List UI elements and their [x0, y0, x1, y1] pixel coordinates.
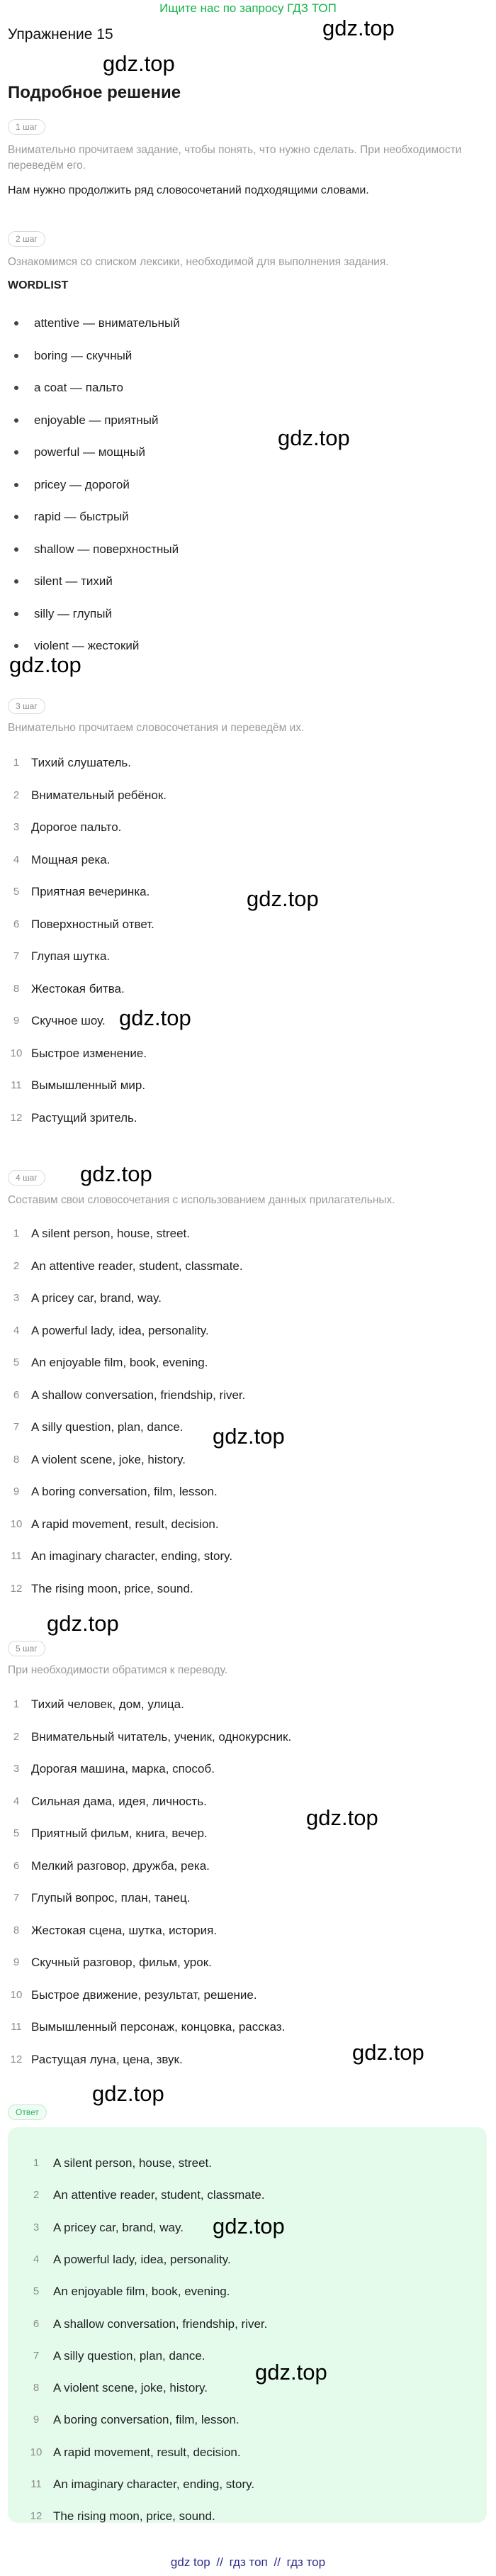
- answer-item-number: 6: [33, 2317, 40, 2330]
- english-phrase-item-number: 12: [10, 1582, 23, 1595]
- translation-item: Мелкий разговор, дружба, река.: [31, 1858, 210, 1873]
- answer-item: The rising moon, price, sound.: [53, 2509, 215, 2524]
- watermark: gdz.top: [9, 652, 81, 677]
- watermark: gdz.top: [306, 1805, 378, 1830]
- answer-item: A pricey car, brand, way.: [53, 2220, 184, 2234]
- answer-item-number: 5: [33, 2285, 40, 2298]
- phrase-item-number: 7: [13, 950, 20, 962]
- translation-item-number: 8: [13, 1924, 20, 1936]
- translation-item: Внимательный читатель, ученик, однокурсник.: [31, 1729, 292, 1744]
- answer-item: A boring conversation, film, lesson.: [53, 2413, 239, 2427]
- english-phrase-item: A violent scene, joke, history.: [31, 1452, 186, 1466]
- wordlist-item: shallow — поверхностный: [34, 542, 179, 556]
- translation-item-number: 11: [11, 2021, 22, 2033]
- wordlist-item: silent — тихий: [34, 574, 113, 588]
- bullet-dot: [14, 579, 18, 584]
- english-phrase-item-number: 2: [13, 1259, 20, 1272]
- answer-item-number: 4: [33, 2253, 40, 2265]
- step-1-task: Нам нужно продолжить ряд словосочетаний подходящими словами.: [8, 184, 369, 196]
- phrase-item: Приятная вечеринка.: [31, 885, 150, 898]
- answer-box: [8, 2127, 487, 2523]
- step-badge-5: 5 шаг: [8, 1641, 45, 1656]
- step-4-hint: Составим свои словосочетания с использованием данных прилагательных.: [8, 1194, 395, 1206]
- english-phrase-item-number: 7: [13, 1421, 20, 1433]
- translation-item: Сильная дама, идея, личность.: [31, 1794, 207, 1808]
- translation-item: Дорогая машина, марка, способ.: [31, 1762, 215, 1775]
- phrase-item-number: 5: [13, 886, 20, 898]
- english-phrase-item-number: 10: [10, 1517, 23, 1530]
- watermark: gdz.top: [213, 1424, 285, 1449]
- wordlist-item: boring — скучный: [34, 348, 133, 362]
- english-phrase-item-number: 1: [13, 1227, 20, 1239]
- wordlist-item: attentive — внимательный: [34, 316, 180, 330]
- translation-item-number: 3: [13, 1763, 20, 1775]
- step-badge-4: 4 шаг: [8, 1170, 45, 1186]
- english-phrase-item: A boring conversation, film, lesson.: [31, 1485, 218, 1498]
- translation-item-number: 6: [13, 1859, 20, 1872]
- answer-item: A violent scene, joke, history.: [53, 2381, 208, 2395]
- english-phrase-item: An attentive reader, student, classmate.: [31, 1259, 243, 1273]
- answer-item: A silly question, plan, dance.: [53, 2348, 205, 2363]
- bullet-dot: [14, 483, 18, 487]
- phrase-item-number: 3: [13, 821, 20, 833]
- footer-link-2[interactable]: гдз топ: [229, 2555, 268, 2569]
- bullet-dot: [14, 418, 18, 423]
- answer-item-number: 8: [33, 2382, 40, 2394]
- translation-item-number: 10: [10, 1988, 23, 2001]
- english-phrase-item: A silent person, house, street.: [31, 1227, 190, 1240]
- translation-item: Тихий человек, дом, улица.: [31, 1697, 184, 1711]
- english-phrase-item: A powerful lady, idea, personality.: [31, 1323, 209, 1337]
- english-phrase-item-number: 8: [13, 1453, 20, 1466]
- english-phrase-item: A shallow conversation, friendship, river.: [31, 1388, 246, 1402]
- page-subtitle: Подробное решение: [8, 83, 181, 102]
- wordlist-item: violent — жестокий: [34, 639, 140, 652]
- step-badge-2: 2 шаг: [8, 231, 45, 247]
- wordlist-item: pricey — дорогой: [34, 477, 130, 491]
- phrase-item: Внимательный ребёнок.: [31, 788, 167, 802]
- english-phrase-item-number: 11: [11, 1550, 22, 1562]
- phrase-item: Дорогое пальто.: [31, 820, 122, 834]
- english-phrase-item-number: 6: [13, 1388, 20, 1401]
- translation-item: Глупый вопрос, план, танец.: [31, 1891, 191, 1905]
- footer-links: [0, 2554, 496, 2571]
- english-phrase-item: A rapid movement, result, decision.: [31, 1517, 219, 1531]
- english-phrase-item: The rising moon, price, sound.: [31, 1581, 193, 1595]
- english-phrase-item-number: 4: [13, 1324, 20, 1337]
- step-badge-1: 1 шаг: [8, 119, 45, 135]
- watermark: gdz.top: [103, 51, 175, 76]
- phrase-item: Мощная река.: [31, 852, 111, 866]
- wordlist-item: enjoyable — приятный: [34, 413, 159, 427]
- bullet-dot: [14, 612, 18, 616]
- bullet-dot: [14, 547, 18, 552]
- translation-item: Вымышленный персонаж, концовка, рассказ.: [31, 2020, 286, 2034]
- phrase-item: Растущий зритель.: [31, 1110, 137, 1125]
- answer-badge: Ответ: [8, 2104, 47, 2120]
- bullet-dot: [14, 354, 18, 358]
- answer-item: A rapid movement, result, decision.: [53, 2445, 241, 2459]
- english-phrase-item-number: 5: [13, 1356, 20, 1368]
- watermark: gdz.top: [213, 2214, 285, 2238]
- step-3-hint: Внимательно прочитаем словосочетания и переведём их.: [8, 722, 305, 734]
- english-phrase-item: A pricey car, brand, way.: [31, 1291, 162, 1305]
- bullet-dot: [14, 644, 18, 648]
- wordlist-item: powerful — мощный: [34, 445, 145, 459]
- answer-item: A shallow conversation, friendship, river.: [53, 2316, 268, 2331]
- translation-item: Жестокая сцена, шутка, история.: [31, 1923, 218, 1937]
- bullet-dot: [14, 386, 18, 390]
- translation-item-number: 2: [13, 1730, 20, 1743]
- translation-item: Скучный разговор, фильм, урок.: [31, 1956, 212, 1969]
- phrase-item-number: 10: [10, 1047, 23, 1059]
- wordlist-item: a coat — пальто: [34, 381, 123, 394]
- answer-item-number: 3: [33, 2221, 40, 2234]
- phrase-item: Скучное шоу.: [31, 1014, 106, 1027]
- watermark: gdz.top: [352, 2040, 424, 2065]
- phrase-item: Жестокая битва.: [31, 981, 125, 996]
- phrase-item-number: 9: [13, 1015, 20, 1027]
- answer-item-number: 11: [30, 2478, 42, 2490]
- phrase-item-number: 4: [13, 853, 20, 866]
- answer-item-number: 2: [33, 2189, 40, 2202]
- translation-item-number: 1: [13, 1698, 20, 1710]
- watermark: gdz.top: [80, 1161, 152, 1186]
- answer-item: A powerful lady, idea, personality.: [53, 2252, 231, 2266]
- phrase-item: Поверхностный ответ.: [31, 917, 154, 931]
- answer-item-number: 1: [33, 2157, 40, 2169]
- watermark: gdz.top: [247, 886, 319, 911]
- phrase-item-number: 1: [13, 757, 20, 769]
- translation-item: Быстрое движение, результат, решение.: [31, 1987, 257, 2002]
- phrase-item: Глупая шутка.: [31, 949, 111, 963]
- phrase-item-number: 2: [13, 788, 20, 801]
- watermark: gdz.top: [255, 2360, 327, 2385]
- step-5-hint: При необходимости обратимся к переводу.: [8, 1664, 228, 1676]
- translation-item: Растущая луна, цена, звук.: [31, 2052, 183, 2066]
- answer-item: An imaginary character, ending, story.: [53, 2477, 255, 2491]
- step-badge-3: 3 шаг: [8, 698, 45, 714]
- watermark: gdz.top: [47, 1611, 119, 1636]
- footer-link-1[interactable]: gdz top: [170, 2555, 210, 2569]
- translation-item-number: 5: [13, 1827, 20, 1839]
- phrase-item-number: 6: [13, 918, 20, 930]
- page-title: Упражнение 15: [8, 26, 113, 43]
- english-phrase-item: An enjoyable film, book, evening.: [31, 1356, 208, 1369]
- step-2-hint: Ознакомимся со списком лексики, необходимой для выполнения задания.: [8, 256, 389, 268]
- english-phrase-item-number: 3: [13, 1292, 20, 1304]
- translation-item-number: 7: [13, 1892, 20, 1904]
- phrase-item: Быстрое изменение.: [31, 1046, 147, 1060]
- watermark: gdz.top: [322, 16, 395, 40]
- answer-item-number: 7: [33, 2349, 40, 2362]
- top-search-hint-link[interactable]: Ищите нас по запросу ГДЗ ТОП: [159, 1, 337, 15]
- answer-item-number: 9: [33, 2414, 40, 2426]
- translation-item: Приятный фильм, книга, вечер.: [31, 1827, 208, 1840]
- step-1-hint: Внимательно прочитаем задание, чтобы понять, что нужно сделать. При необходимости переведём его.: [8, 144, 462, 172]
- watermark: gdz.top: [119, 1005, 191, 1030]
- answer-item: An attentive reader, student, classmate.: [53, 2188, 265, 2202]
- phrase-item: Тихий слушатель.: [31, 756, 131, 769]
- english-phrase-item-number: 9: [13, 1485, 20, 1498]
- bullet-dot: [14, 450, 18, 455]
- translation-item-number: 4: [13, 1795, 20, 1807]
- footer-separator: //: [216, 2555, 223, 2569]
- phrase-item-number: 12: [10, 1111, 23, 1124]
- answer-item-number: 12: [30, 2510, 43, 2523]
- bullet-dot: [14, 515, 18, 519]
- answer-item: An enjoyable film, book, evening.: [53, 2285, 230, 2299]
- translation-item-number: 12: [10, 2053, 23, 2065]
- watermark: gdz.top: [92, 2081, 164, 2106]
- bullet-dot: [14, 321, 18, 325]
- wordlist-item: rapid — быстрый: [34, 510, 129, 523]
- translation-item-number: 9: [13, 1956, 20, 1968]
- phrase-item-number: 11: [11, 1079, 22, 1091]
- wordlist-item: silly — глупый: [34, 606, 112, 620]
- wordlist-heading: WORDLIST: [8, 279, 69, 291]
- phrase-item: Вымышленный мир.: [31, 1078, 146, 1092]
- answer-item-number: 10: [30, 2446, 43, 2458]
- footer-link-3[interactable]: гдз тор: [286, 2555, 326, 2569]
- footer-separator: //: [274, 2555, 281, 2569]
- answer-item: A silent person, house, street.: [53, 2156, 212, 2170]
- english-phrase-item: A silly question, plan, dance.: [31, 1420, 184, 1434]
- phrase-item-number: 8: [13, 982, 20, 995]
- watermark: gdz.top: [278, 425, 350, 450]
- english-phrase-item: An imaginary character, ending, story.: [31, 1549, 233, 1563]
